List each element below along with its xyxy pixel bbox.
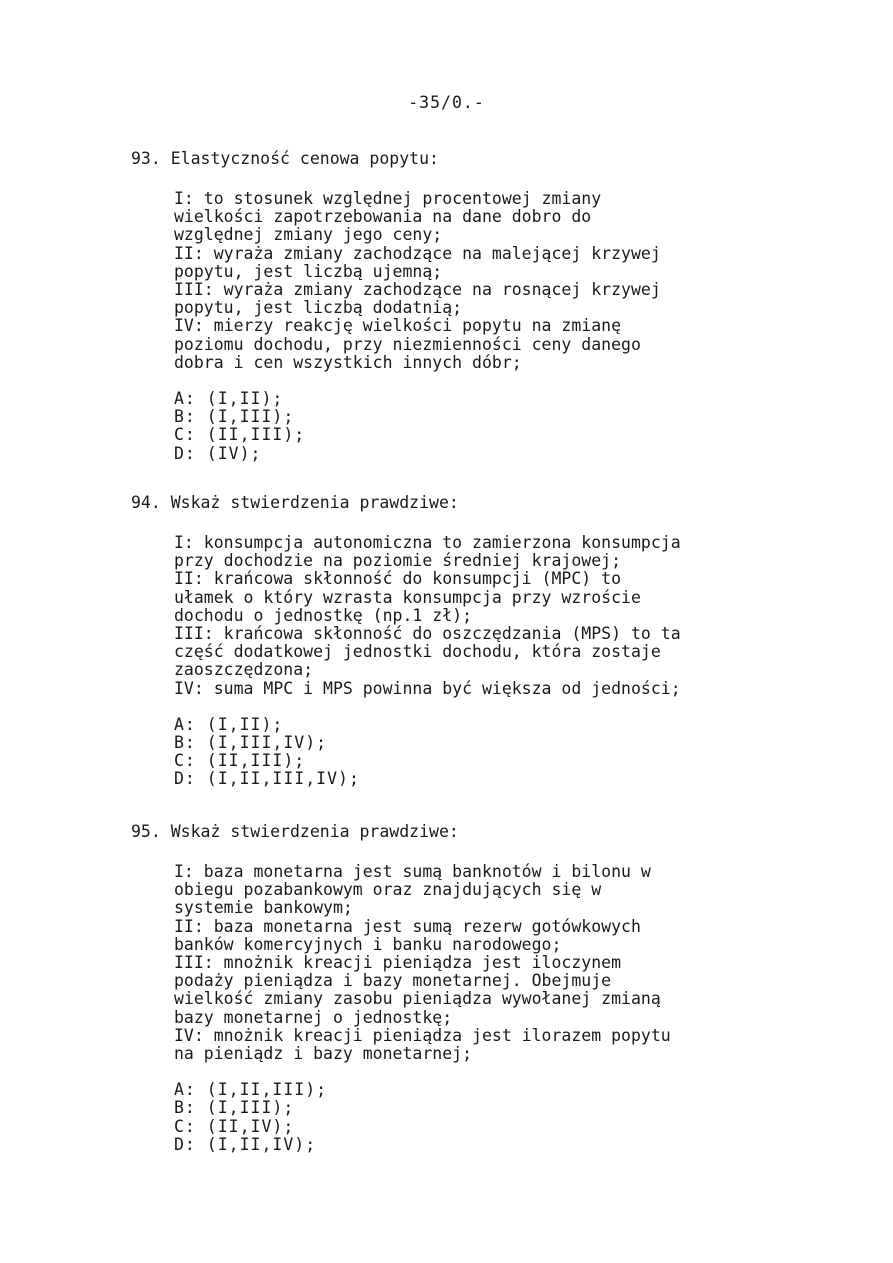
statement: III: krańcowa skłonność do oszczędzania (MPS) to ta część dodatkowej jednostki dochodu, która zostaje zaoszczędzona; xyxy=(174,624,681,680)
answer-option: C: (II,III); xyxy=(174,751,306,771)
question-number: 94. xyxy=(131,493,161,512)
question-number: 93. xyxy=(131,149,161,168)
answer-option: A: (I,II); xyxy=(174,714,284,734)
question-heading xyxy=(131,821,771,843)
answer-options xyxy=(174,1081,771,1154)
statement-list xyxy=(174,863,774,1063)
statement: IV: mnożnik kreacji pieniądza jest ilorazem popytu na pieniądz i bazy monetarnej; xyxy=(174,1025,671,1064)
statement: I: konsumpcja autonomiczna to zamierzona konsumpcja przy dochodzie na poziomie średniej krajowej; xyxy=(174,533,681,571)
answer-option: D: (I,II,IV); xyxy=(174,1134,317,1154)
statement: III: mnożnik kreacji pieniądza jest iloczynem podaży pieniądza i bazy monetarnej. Obejmuje wielkość zmiany zasobu pieniądza wywołanej zmianą bazy monetarnej o jednostkę; xyxy=(174,953,661,1027)
answer-option: C: (II,III); xyxy=(174,425,306,445)
answer-option: D: (IV); xyxy=(174,443,262,463)
statement-list xyxy=(174,190,774,372)
statement: II: wyraża zmiany zachodzące na malejącej krzywej popytu, jest liczbą ujemną; xyxy=(174,243,661,281)
statement: IV: mierzy reakcję wielkości popytu na zmianę poziomu dochodu, przy niezmienności ceny danego dobra i cen wszystkich innych dóbr; xyxy=(174,316,641,372)
question-heading xyxy=(131,148,771,170)
page-number: -35/0.- xyxy=(408,93,485,112)
question-93 xyxy=(131,148,771,463)
answer-option: B: (I,III); xyxy=(174,1098,295,1118)
statement: II: baza monetarna jest sumą rezerw gotówkowych banków komercyjnych i banku narodowego; xyxy=(174,916,641,954)
answer-options xyxy=(174,716,771,789)
answer-option: D: (I,II,III,IV); xyxy=(174,769,360,789)
statement: I: to stosunek względnej procentowej zmiany wielkości zapotrzebowania na dane dobro do względnej zmiany jego ceny; xyxy=(174,189,602,245)
answer-options xyxy=(174,390,771,463)
answer-option: B: (I,III,IV); xyxy=(174,733,328,753)
answer-option: B: (I,III); xyxy=(174,407,295,427)
statement: II: krańcowa skłonność do konsumpcji (MPC) to ułamek o który wzrasta konsumpcja przy wzroście dochodu o jednostkę (np.1 zł); xyxy=(174,569,641,625)
answer-option: A: (I,II); xyxy=(174,389,284,409)
question-heading xyxy=(131,492,771,514)
question-title: Wskaż stwierdzenia prawdziwe: xyxy=(170,493,459,512)
statement-list xyxy=(174,534,774,698)
statement: III: wyraża zmiany zachodzące na rosnącej krzywej popytu, jest liczbą dodatnią; xyxy=(174,280,661,318)
answer-option: A: (I,II,III); xyxy=(174,1080,328,1100)
question-94 xyxy=(131,492,771,789)
question-title: Elastyczność cenowa popytu: xyxy=(170,149,439,168)
statement: IV: suma MPC i MPS powinna być większa od jedności; xyxy=(174,678,681,698)
question-number: 95. xyxy=(131,822,161,841)
question-95 xyxy=(131,821,771,1154)
statement: I: baza monetarna jest sumą banknotów i bilonu w obiegu pozabankowym oraz znajdujących się w systemie bankowym; xyxy=(174,862,651,918)
answer-option: C: (II,IV); xyxy=(174,1116,295,1136)
question-title: Wskaż stwierdzenia prawdziwe: xyxy=(170,822,459,841)
